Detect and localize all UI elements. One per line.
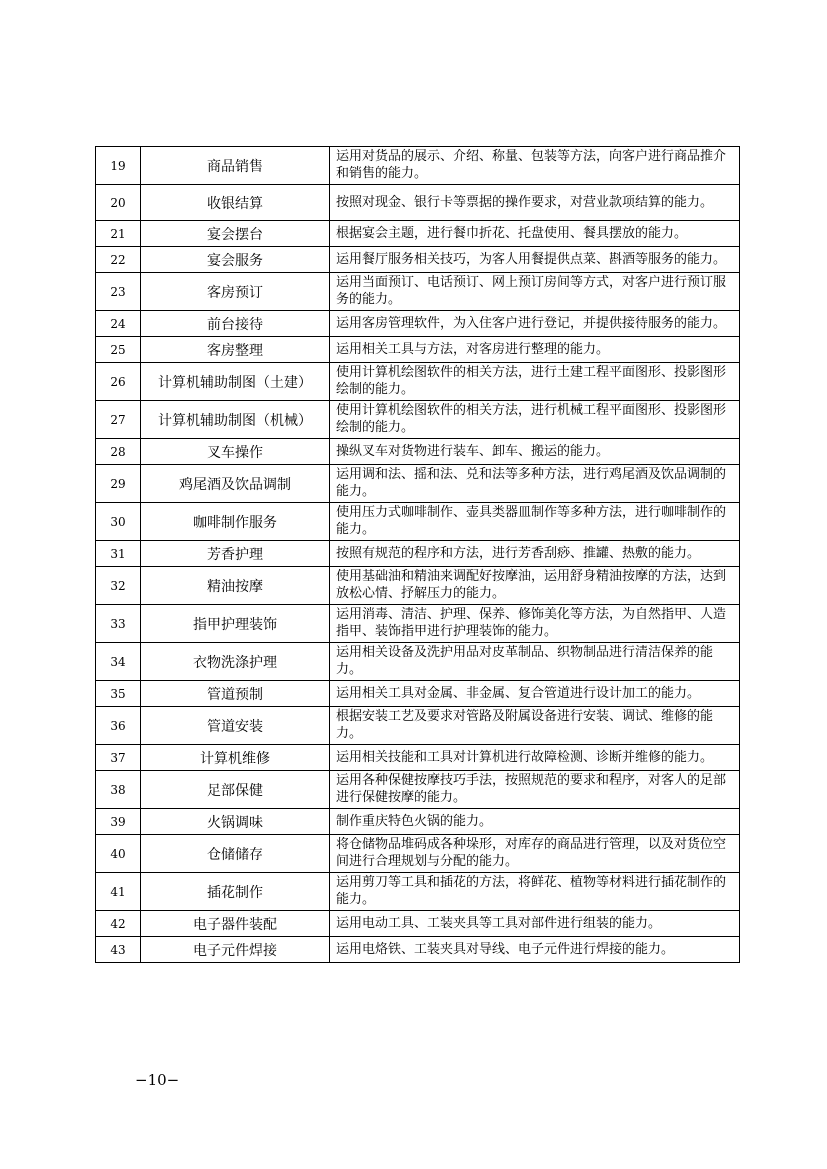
table-row bbox=[96, 439, 740, 465]
skills-table bbox=[95, 146, 740, 963]
table-row bbox=[96, 937, 740, 963]
row-number: 34 bbox=[96, 643, 141, 681]
skill-name: 管道预制 bbox=[141, 681, 330, 707]
skill-name: 计算机辅助制图（机械） bbox=[141, 401, 330, 439]
skill-description: 运用客房管理软件，为入住客户进行登记，并提供接待服务的能力。 bbox=[330, 311, 740, 337]
table-row bbox=[96, 465, 740, 503]
table-row bbox=[96, 273, 740, 311]
table-row bbox=[96, 541, 740, 567]
row-number: 21 bbox=[96, 221, 141, 247]
row-number: 36 bbox=[96, 707, 141, 745]
skill-name: 管道安装 bbox=[141, 707, 330, 745]
skill-description: 运用对货品的展示、介绍、称量、包装等方法，向客户进行商品推介和销售的能力。 bbox=[330, 147, 740, 185]
skill-description: 运用电动工具、工装夹具等工具对部件进行组装的能力。 bbox=[330, 911, 740, 937]
table-row bbox=[96, 147, 740, 185]
page-number: −10− bbox=[135, 1071, 180, 1089]
skill-name: 衣物洗涤护理 bbox=[141, 643, 330, 681]
skill-name: 叉车操作 bbox=[141, 439, 330, 465]
skill-name: 计算机维修 bbox=[141, 745, 330, 771]
table-row bbox=[96, 311, 740, 337]
row-number: 20 bbox=[96, 185, 141, 221]
skill-description: 运用相关设备及洗护用品对皮革制品、织物制品进行清洁保养的能力。 bbox=[330, 643, 740, 681]
skill-name: 仓储储存 bbox=[141, 835, 330, 873]
skills-table-body bbox=[96, 147, 740, 963]
skill-description: 运用电烙铁、工装夹具对导线、电子元件进行焊接的能力。 bbox=[330, 937, 740, 963]
row-number: 40 bbox=[96, 835, 141, 873]
skill-name: 前台接待 bbox=[141, 311, 330, 337]
row-number: 25 bbox=[96, 337, 141, 363]
row-number: 23 bbox=[96, 273, 141, 311]
table-row bbox=[96, 809, 740, 835]
skill-description: 运用相关工具与方法，对客房进行整理的能力。 bbox=[330, 337, 740, 363]
row-number: 35 bbox=[96, 681, 141, 707]
skill-name: 宴会服务 bbox=[141, 247, 330, 273]
table-row bbox=[96, 363, 740, 401]
skill-name: 宴会摆台 bbox=[141, 221, 330, 247]
skill-name: 客房整理 bbox=[141, 337, 330, 363]
table-row bbox=[96, 911, 740, 937]
row-number: 19 bbox=[96, 147, 141, 185]
skill-description: 操纵叉车对货物进行装车、卸车、搬运的能力。 bbox=[330, 439, 740, 465]
table-row bbox=[96, 835, 740, 873]
skill-description: 使用基础油和精油来调配好按摩油，运用舒身精油按摩的方法，达到放松心情、抒解压力的能力。 bbox=[330, 567, 740, 605]
skill-description: 运用当面预订、电话预订、网上预订房间等方式，对客户进行预订服务的能力。 bbox=[330, 273, 740, 311]
row-number: 39 bbox=[96, 809, 141, 835]
row-number: 38 bbox=[96, 771, 141, 809]
skill-description: 使用计算机绘图软件的相关方法，进行土建工程平面图形、投影图形绘制的能力。 bbox=[330, 363, 740, 401]
table-row bbox=[96, 643, 740, 681]
skill-description: 运用调和法、摇和法、兑和法等多种方法，进行鸡尾酒及饮品调制的能力。 bbox=[330, 465, 740, 503]
row-number: 42 bbox=[96, 911, 141, 937]
row-number: 22 bbox=[96, 247, 141, 273]
skill-description: 使用计算机绘图软件的相关方法，进行机械工程平面图形、投影图形绘制的能力。 bbox=[330, 401, 740, 439]
table-row bbox=[96, 503, 740, 541]
row-number: 28 bbox=[96, 439, 141, 465]
skill-description: 根据宴会主题，进行餐巾折花、托盘使用、餐具摆放的能力。 bbox=[330, 221, 740, 247]
skill-name: 精油按摩 bbox=[141, 567, 330, 605]
table-row bbox=[96, 247, 740, 273]
skill-name: 火锅调味 bbox=[141, 809, 330, 835]
skill-name: 指甲护理装饰 bbox=[141, 605, 330, 643]
skill-description: 使用压力式咖啡制作、壶具类器皿制作等多种方法，进行咖啡制作的能力。 bbox=[330, 503, 740, 541]
table-row bbox=[96, 605, 740, 643]
skill-name: 客房预订 bbox=[141, 273, 330, 311]
row-number: 29 bbox=[96, 465, 141, 503]
row-number: 24 bbox=[96, 311, 141, 337]
table-row bbox=[96, 401, 740, 439]
skill-description: 根据安装工艺及要求对管路及附属设备进行安装、调试、维修的能力。 bbox=[330, 707, 740, 745]
row-number: 41 bbox=[96, 873, 141, 911]
skill-description: 运用消毒、清洁、护理、保养、修饰美化等方法，为自然指甲、人造指甲、装饰指甲进行护理装饰的能力。 bbox=[330, 605, 740, 643]
skill-name: 计算机辅助制图（土建） bbox=[141, 363, 330, 401]
skill-description: 按照对现金、银行卡等票据的操作要求，对营业款项结算的能力。 bbox=[330, 185, 740, 221]
row-number: 32 bbox=[96, 567, 141, 605]
row-number: 27 bbox=[96, 401, 141, 439]
skill-description: 运用各种保健按摩技巧手法，按照规范的要求和程序，对客人的足部进行保健按摩的能力。 bbox=[330, 771, 740, 809]
table-row bbox=[96, 185, 740, 221]
skill-name: 鸡尾酒及饮品调制 bbox=[141, 465, 330, 503]
skill-name: 咖啡制作服务 bbox=[141, 503, 330, 541]
row-number: 30 bbox=[96, 503, 141, 541]
table-row bbox=[96, 745, 740, 771]
skill-name: 足部保健 bbox=[141, 771, 330, 809]
skill-description: 运用餐厅服务相关技巧，为客人用餐提供点菜、斟酒等服务的能力。 bbox=[330, 247, 740, 273]
skill-name: 商品销售 bbox=[141, 147, 330, 185]
row-number: 43 bbox=[96, 937, 141, 963]
skill-name: 电子元件焊接 bbox=[141, 937, 330, 963]
table-row bbox=[96, 771, 740, 809]
row-number: 33 bbox=[96, 605, 141, 643]
skill-description: 按照有规范的程序和方法，进行芳香刮痧、推罐、热敷的能力。 bbox=[330, 541, 740, 567]
skill-description: 运用相关工具对金属、非金属、复合管道进行设计加工的能力。 bbox=[330, 681, 740, 707]
skill-description: 将仓储物品堆码成各种垛形，对库存的商品进行管理，以及对货位空间进行合理规划与分配的能力。 bbox=[330, 835, 740, 873]
skill-description: 运用剪刀等工具和插花的方法，将鲜花、植物等材料进行插花制作的能力。 bbox=[330, 873, 740, 911]
row-number: 26 bbox=[96, 363, 141, 401]
row-number: 37 bbox=[96, 745, 141, 771]
table-row bbox=[96, 221, 740, 247]
table-row bbox=[96, 707, 740, 745]
table-row bbox=[96, 873, 740, 911]
table-row bbox=[96, 567, 740, 605]
skill-name: 插花制作 bbox=[141, 873, 330, 911]
table-row bbox=[96, 681, 740, 707]
table-row bbox=[96, 337, 740, 363]
row-number: 31 bbox=[96, 541, 141, 567]
skill-description: 运用相关技能和工具对计算机进行故障检测、诊断并维修的能力。 bbox=[330, 745, 740, 771]
skill-name: 电子器件装配 bbox=[141, 911, 330, 937]
skill-name: 收银结算 bbox=[141, 185, 330, 221]
skill-description: 制作重庆特色火锅的能力。 bbox=[330, 809, 740, 835]
skill-name: 芳香护理 bbox=[141, 541, 330, 567]
